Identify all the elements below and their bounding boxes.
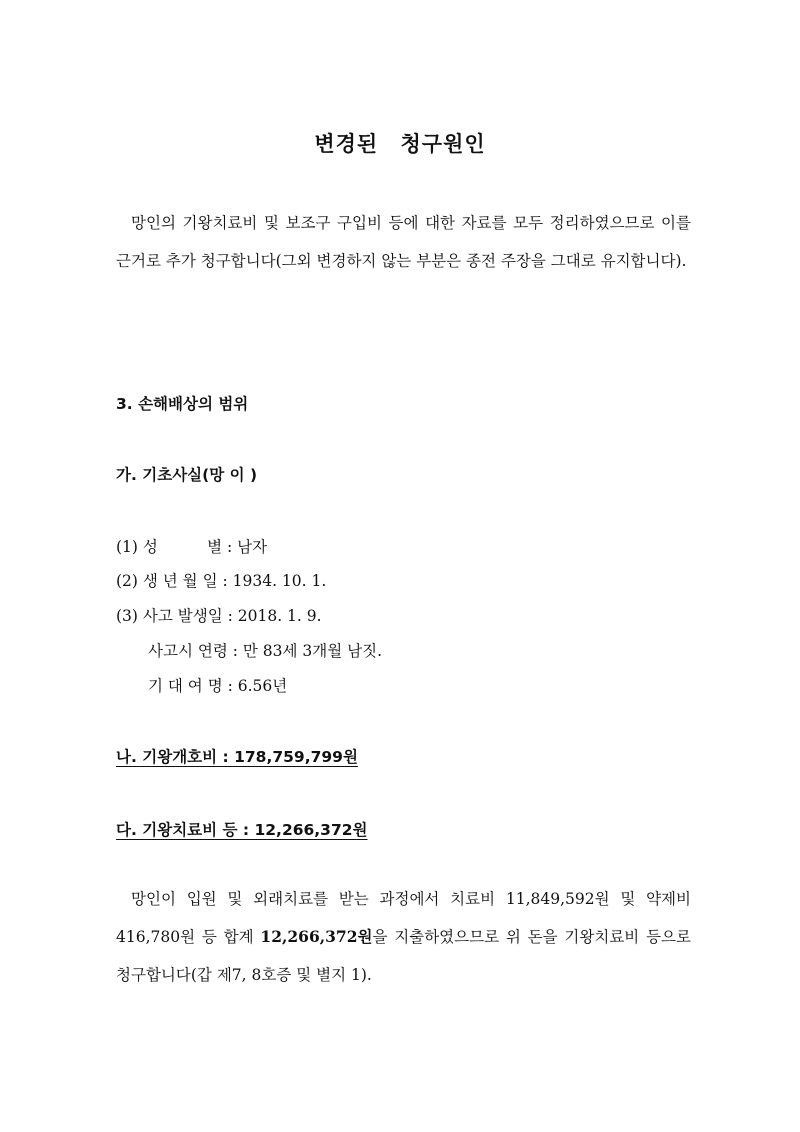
treatment-total-amount: 12,266,372원 — [260, 927, 373, 946]
fact-gender: (1) 성 별 : 남자 — [116, 538, 268, 556]
section-3-heading: 3. 손해배상의 범위 — [116, 395, 249, 413]
fact-birthdate: (2) 생 년 월 일 : 1934. 10. 1. — [116, 572, 327, 590]
fact-life-expectancy: 기 대 여 명 : 6.56년 — [148, 677, 288, 695]
document-title: 변경된 청구원인 — [314, 132, 486, 156]
treatment-paragraph — [116, 880, 691, 994]
treatment-text-part1: 망인이 입원 및 외래치료를 받는 과정에서 치료비 11,849,592원 및 약제비 416,780원 등 합계 — [116, 890, 691, 946]
section-na-heading: 나. 기왕개호비 : 178,759,799원 — [116, 748, 358, 766]
intro-paragraph: 망인의 기왕치료비 및 보조구 구입비 등에 대한 자료를 모두 정리하였으므로 이를 근거로 추가 청구합니다(그외 변경하지 않는 부분은 종전 주장을 그대로 유지합니다). — [116, 214, 691, 270]
fact-accident-date: (3) 사고 발생일 : 2018. 1. 9. — [116, 607, 322, 625]
section-da-heading: 다. 기왕치료비 등 : 12,266,372원 — [116, 821, 368, 839]
section-ga-heading: 가. 기초사실(망 이 ) — [116, 466, 258, 484]
treatment-text-part2: 을 지출하였으므로 위 돈을 기왕치료비 등으로 청구합니다(갑 제7, 8호증 및 별지 1). — [116, 928, 691, 984]
fact-age-at-accident: 사고시 연령 : 만 83세 3개월 남짓. — [148, 642, 382, 660]
